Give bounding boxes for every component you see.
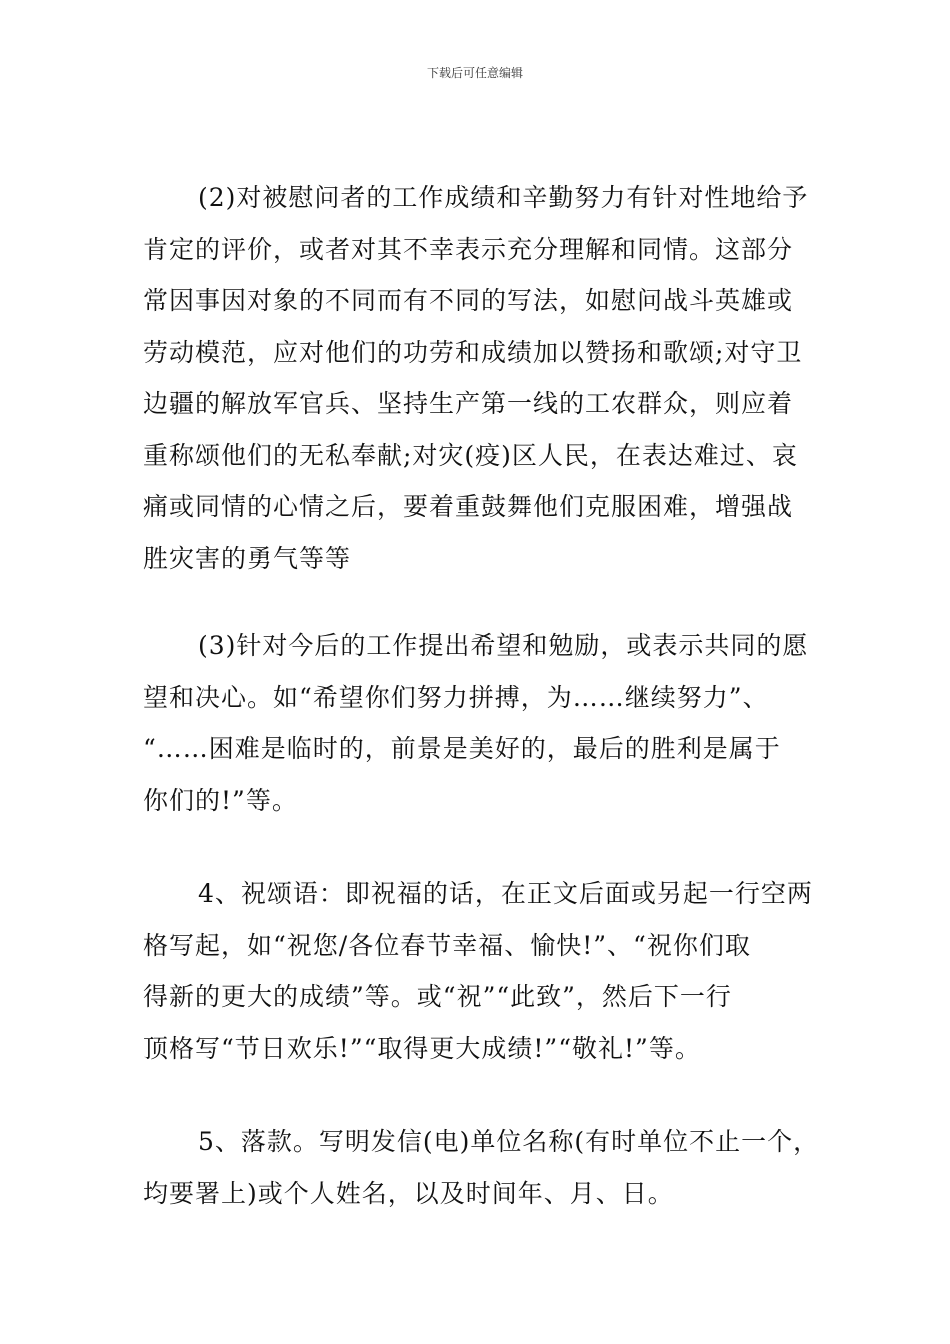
paragraph-line: 顶格写“节日欢乐!”“取得更大成绩!”“敬礼!”等。 bbox=[143, 1033, 701, 1063]
paragraph-line: 边疆的解放军官兵、坚持生产第一线的工农群众，则应着 bbox=[143, 389, 794, 418]
paragraph-line: 常因事因对象的不同而有不同的写法，如慰问战斗英雄或 bbox=[143, 286, 794, 315]
paragraph-line: (2)对被慰问者的工作成绩和辛勤努力有针对性地给予 bbox=[198, 183, 809, 212]
paragraph-line: 肯定的评价，或者对其不幸表示充分理解和同情。这部分 bbox=[143, 234, 794, 264]
paragraph-line: (3)针对今后的工作提出希望和勉励，或表示共同的愿 bbox=[198, 631, 809, 660]
paragraph-line: 5、落款。写明发信(电)单位名称(有时单位不止一个， bbox=[198, 1127, 820, 1156]
paragraph-line: 痛或同情的心情之后，要着重鼓舞他们克服困难，增强战 bbox=[143, 492, 794, 521]
paragraph-line: 得新的更大的成绩”等。或“祝”“此致”，然后下一行 bbox=[143, 982, 732, 1011]
paragraph-line: 你们的!”等。 bbox=[143, 785, 298, 815]
paragraph-line: “……困难是临时的，前景是美好的，最后的胜利是属于 bbox=[143, 734, 781, 763]
paragraph-signature bbox=[143, 1116, 820, 1219]
paragraph-blessings bbox=[143, 868, 813, 1074]
paragraph-line: 胜灾害的勇气等等 bbox=[143, 543, 352, 573]
paragraph-line: 望和决心。如“希望你们努力拼搏，为……继续努力”、 bbox=[143, 682, 769, 712]
paragraph-line: 格写起，如“祝您/各位春节幸福、愉快!”、“祝你们取 bbox=[143, 930, 751, 960]
paragraph-line: 均要署上)或个人姓名，以及时间年、月、日。 bbox=[143, 1178, 674, 1208]
paragraph-line: 重称颂他们的无私奉献;对灾(疫)区人民，在表达难过、哀 bbox=[143, 440, 798, 470]
page-header: 下载后可任意编辑 bbox=[426, 66, 523, 80]
paragraph-evaluation bbox=[143, 172, 813, 584]
paragraph-line: 4、祝颂语：即祝福的话，在正文后面或另起一行空两 bbox=[198, 879, 813, 908]
paragraph-hopes bbox=[143, 620, 813, 826]
paragraph-line: 劳动模范，应对他们的功劳和成绩加以赞扬和歌颂;对守卫 bbox=[143, 337, 803, 367]
